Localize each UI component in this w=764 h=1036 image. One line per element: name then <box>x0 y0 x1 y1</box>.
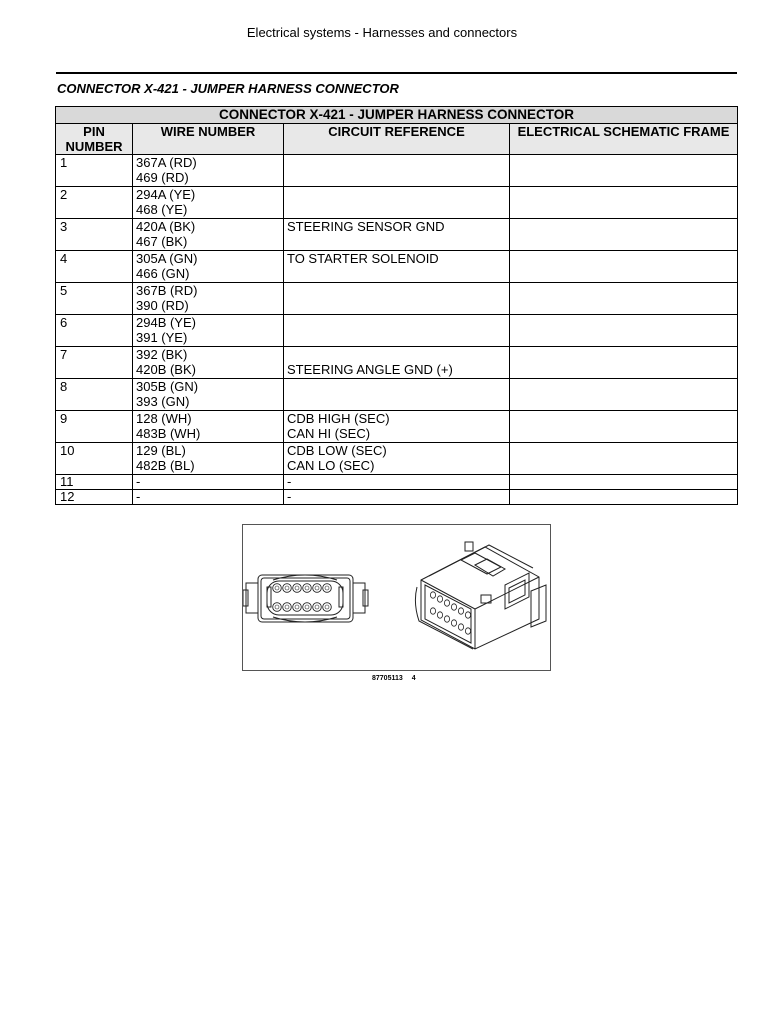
table-row <box>56 411 738 443</box>
table-caption: CONNECTOR X-421 - JUMPER HARNESS CONNECTOR <box>56 107 738 124</box>
circuit-cell-text: CDB HIGH (SEC) <box>287 411 390 426</box>
frame-cell <box>510 475 738 490</box>
circuit-cell-text: TO STARTER SOLENOID <box>287 251 439 266</box>
table-row <box>56 490 738 505</box>
circuit-cell-text <box>287 379 506 394</box>
wire-cell-text: 420A (BK) <box>136 219 196 234</box>
frame-cell-text <box>513 283 734 298</box>
circuit-cell <box>284 219 510 251</box>
wire-cell <box>133 411 284 443</box>
connector-illustration <box>243 525 550 670</box>
table-row <box>56 251 738 283</box>
wire-cell-text: 128 (WH) <box>136 411 192 426</box>
wire-cell <box>133 155 284 187</box>
circuit-cell-text <box>287 330 506 345</box>
table-row <box>56 347 738 379</box>
pin-cell <box>56 347 133 379</box>
table-row <box>56 219 738 251</box>
table-row <box>56 379 738 411</box>
figure-image-id: 87705113 <box>372 675 403 682</box>
wire-cell <box>133 251 284 283</box>
figure-number: 4 <box>411 675 416 682</box>
wire-cell-text: 294B (YE) <box>136 315 196 330</box>
circuit-cell-text <box>287 394 506 409</box>
pin-cell-text: 9 <box>60 411 68 426</box>
circuit-cell <box>284 411 510 443</box>
pin-cell-text: 4 <box>60 251 68 266</box>
title-rule <box>56 72 737 74</box>
circuit-cell-text <box>287 187 506 202</box>
table-row <box>56 187 738 219</box>
pin-cell: 11 <box>56 475 133 490</box>
frame-cell <box>510 411 738 443</box>
table-body <box>56 155 738 505</box>
circuit-cell <box>284 283 510 315</box>
circuit-cell <box>284 315 510 347</box>
pin-cell: 12 <box>56 490 133 505</box>
circuit-cell-text <box>287 298 506 313</box>
pin-cell-text: 7 <box>60 347 68 362</box>
wire-cell <box>133 379 284 411</box>
wire-cell <box>133 219 284 251</box>
table-row <box>56 475 738 490</box>
circuit-cell-text: CAN LO (SEC) <box>287 458 375 473</box>
circuit-cell: - <box>284 490 510 505</box>
frame-cell <box>510 347 738 379</box>
wire-cell-text: 390 (RD) <box>136 298 189 313</box>
figure-caption <box>372 675 425 682</box>
wire-cell-text: 420B (BK) <box>136 362 196 377</box>
wire-cell-text: 467 (BK) <box>136 234 188 249</box>
wire-cell-text: 367A (RD) <box>136 155 197 170</box>
frame-cell <box>510 379 738 411</box>
pin-cell-text: 3 <box>60 219 68 234</box>
wire-cell-text: 305A (GN) <box>136 251 198 266</box>
circuit-cell-text <box>287 170 506 185</box>
header-circuit-reference: CIRCUIT REFERENCE <box>284 124 510 155</box>
frame-cell <box>510 187 738 219</box>
frame-cell-text <box>513 411 734 426</box>
pin-cell <box>56 379 133 411</box>
circuit-cell <box>284 187 510 219</box>
circuit-cell-text <box>287 155 506 170</box>
circuit-cell: - <box>284 475 510 490</box>
frame-cell-text <box>513 347 734 362</box>
pin-cell <box>56 251 133 283</box>
header-schematic-frame: ELECTRICAL SCHEMATIC FRAME <box>510 124 738 155</box>
frame-cell-text <box>513 379 734 394</box>
wire-cell-text: 305B (GN) <box>136 379 199 394</box>
pin-cell <box>56 443 133 475</box>
frame-cell <box>510 443 738 475</box>
section-title: CONNECTOR X-421 - JUMPER HARNESS CONNECTOR <box>57 81 399 96</box>
frame-cell-text <box>513 251 734 266</box>
circuit-cell <box>284 379 510 411</box>
circuit-cell-text <box>287 266 506 281</box>
table-row <box>56 443 738 475</box>
pin-cell <box>56 155 133 187</box>
frame-cell-text <box>513 219 734 234</box>
table-row <box>56 315 738 347</box>
wire-cell-text: 468 (YE) <box>136 202 188 217</box>
wire-cell-text: 392 (BK) <box>136 347 188 362</box>
circuit-cell-text <box>287 234 506 249</box>
frame-cell <box>510 251 738 283</box>
wire-cell-text: 482B (BL) <box>136 458 195 473</box>
header-pin-number: PIN NUMBER <box>56 124 133 155</box>
circuit-cell-text: CDB LOW (SEC) <box>287 443 387 458</box>
circuit-cell-text <box>287 347 506 362</box>
frame-cell <box>510 219 738 251</box>
pin-cell-text: 5 <box>60 283 68 298</box>
frame-cell-text <box>513 155 734 170</box>
table-row <box>56 155 738 187</box>
circuit-cell <box>284 347 510 379</box>
frame-cell <box>510 490 738 505</box>
wire-cell: - <box>133 490 284 505</box>
wire-cell-text: 469 (RD) <box>136 170 189 185</box>
table-row <box>56 283 738 315</box>
pin-cell-text: 8 <box>60 379 68 394</box>
wire-cell <box>133 187 284 219</box>
wire-cell-text: 483B (WH) <box>136 426 201 441</box>
wire-cell <box>133 347 284 379</box>
wire-cell-text: 129 (BL) <box>136 443 186 458</box>
wire-cell <box>133 283 284 315</box>
frame-cell-text <box>513 443 734 458</box>
wire-cell-text: 391 (YE) <box>136 330 188 345</box>
connector-table <box>55 106 738 505</box>
frame-cell <box>510 155 738 187</box>
pin-cell-text: 6 <box>60 315 68 330</box>
wire-cell <box>133 315 284 347</box>
frame-cell-text <box>513 187 734 202</box>
pin-cavities <box>273 584 332 612</box>
connector-figure <box>242 524 551 671</box>
pin-cell-text: 1 <box>60 155 68 170</box>
header-wire-number: WIRE NUMBER <box>133 124 284 155</box>
frame-cell <box>510 283 738 315</box>
wire-cell-text: 466 (GN) <box>136 266 190 281</box>
pin-cell-text: 10 <box>60 443 75 458</box>
wire-cell-text: 367B (RD) <box>136 283 198 298</box>
pin-cell <box>56 219 133 251</box>
wire-cell: - <box>133 475 284 490</box>
circuit-cell <box>284 251 510 283</box>
circuit-cell-text <box>287 283 506 298</box>
wire-cell-text: 393 (GN) <box>136 394 190 409</box>
pin-cell <box>56 315 133 347</box>
wire-cell-text: 294A (YE) <box>136 187 196 202</box>
wire-cell <box>133 443 284 475</box>
circuit-cell-text <box>287 202 506 217</box>
frame-cell <box>510 315 738 347</box>
circuit-cell <box>284 443 510 475</box>
pin-cell <box>56 187 133 219</box>
circuit-cell-text: STEERING ANGLE GND (+) <box>287 362 453 377</box>
pin-cell <box>56 411 133 443</box>
circuit-cell-text: CAN HI (SEC) <box>287 426 371 441</box>
pin-cell <box>56 283 133 315</box>
circuit-cell-text: STEERING SENSOR GND <box>287 219 445 234</box>
circuit-cell <box>284 155 510 187</box>
frame-cell-text <box>513 315 734 330</box>
pin-cell-text: 2 <box>60 187 68 202</box>
circuit-cell-text <box>287 315 506 330</box>
page-header: Electrical systems - Harnesses and connectors <box>246 25 518 40</box>
